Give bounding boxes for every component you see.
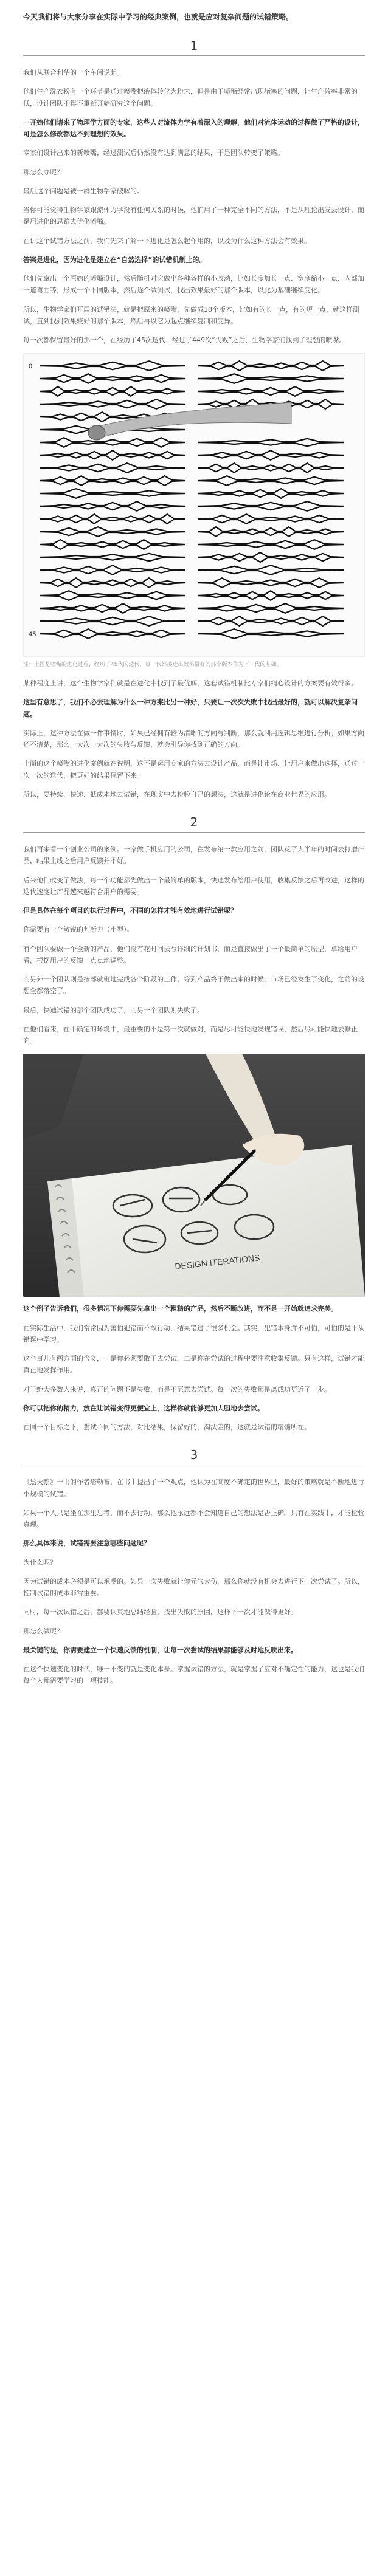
nozzle-variant — [40, 629, 185, 639]
emphasis-paragraph: 这个例子告诉我们，很多情况下你需要先拿出一个粗糙的产品，然后不断改进，而不是一开始就追求完美。 — [23, 1305, 338, 1313]
nozzle-variant — [198, 578, 344, 588]
nozzle-variant — [198, 361, 344, 371]
nozzle-variant — [198, 629, 344, 639]
nozzle-diagram — [24, 354, 364, 657]
paragraph: 每一次都保留最好的那一个，在经历了45次迭代、经过了449次“失败”之后，生物学家们找到了理想的喷嘴。 — [23, 336, 346, 344]
nozzle-variant — [198, 603, 344, 613]
nozzle-variant — [198, 552, 344, 562]
emphasis-paragraph: 你可以把你的精力，放在让试错变得更便宜上，这样你就能够更加大胆地去尝试。 — [23, 1404, 264, 1412]
nozzle-variant — [40, 386, 185, 396]
paragraph: 他们生产洗衣粉有一个环节是通过喷嘴把液体转化为粉末，但是由于喷嘴经常出现堵塞的问题，让生产效率非常的低，设计团队不得不重新开始研究这个问题。 — [23, 88, 358, 108]
paragraph: 那怎么做呢？ — [23, 1627, 63, 1635]
paragraph: 当你可能觉得生物学家跟流体力学没有任何关系的时候，他们用了一种完全不同的方法，不是从理论出发去设计，而是用进化的思路去优化喷嘴。 — [23, 206, 364, 226]
section-number: 1 — [190, 38, 198, 53]
nozzle-evolution-figure — [23, 353, 365, 657]
nozzle-variant — [40, 463, 185, 473]
section-2-marker — [23, 815, 365, 833]
paragraph: 在实际生活中，我们常常因为害怕犯错而不敢行动，结果错过了很多机会。其实，犯错本身并不可怕，可怕的是不从错误中学习。 — [23, 1324, 364, 1344]
paragraph: 所以，要持续、快速、低成本地去试错，在现实中去检验自己的想法，这就是进化论在商业世界的应用。 — [23, 790, 331, 799]
nozzle-variant — [40, 554, 185, 561]
nozzle-variant — [40, 540, 185, 549]
nozzle-variant — [40, 438, 185, 447]
divider — [23, 55, 365, 56]
sketch-lettering: DESIGN ITERATIONS — [174, 1252, 261, 1272]
paragraph: 同时，每一次试错之后，都要认真地总结经验，找出失败的原因，这样下一次才能做得更好。 — [23, 1608, 297, 1616]
nozzle-variant — [40, 565, 185, 575]
paragraph: 上面的这个喷嘴的进化案例就在说明，这不是运用专家的方法去设计产品，而是让市场、让用户来做出选择，通过一次一次的迭代，把更好的结果保留下来。 — [23, 760, 364, 780]
paragraph: 那怎么办呢？ — [23, 168, 63, 176]
paragraph: 《黑天鹅》一书的作者塔勒布，在书中提出了一个观点，他认为在高度不确定的世界里，最好的策略就是不断地进行小规模的试错。 — [23, 1478, 364, 1498]
nozzle-variant — [198, 591, 344, 600]
nozzle-variant — [40, 578, 185, 588]
nozzle-variant — [40, 616, 185, 626]
figure-caption: 注：上图是喷嘴的进化过程，经历了45代的迭代，每一代都挑选出效果最好的那个版本作为下一代的基础。 — [23, 662, 282, 668]
paragraph: 如果一个人只是坐在那里思考，而不去行动，那么他永远都不会知道自己的想法是否正确。只有在实践中，才能检验真理。 — [23, 1508, 364, 1528]
nozzle-variant — [40, 476, 185, 486]
section-3-body — [23, 1476, 365, 1686]
nozzle-variant — [40, 527, 185, 537]
nozzle-variant — [198, 565, 344, 575]
paragraph: 后来他们改变了做法，每一个功能都先做出一个最简单的版本，快速发布给用户使用，收集反馈之后再改进，这样的迭代速度让产品越来越符合用户的需要。 — [23, 876, 364, 896]
nozzle-variant — [40, 514, 185, 524]
emphasis-paragraph: 那么具体来说，试错需要注意哪些问题呢？ — [23, 1539, 150, 1548]
nozzle-variant — [198, 476, 344, 486]
first-generation-label: 0 — [29, 363, 33, 371]
paragraph: 我们再来看一个创业公司的案例。一家做手机应用的公司，在发布第一款应用之前，团队花了大半年的时间去打磨产品，结果上线之后用户反馈并不好。 — [23, 845, 364, 865]
nozzle-variant — [40, 361, 185, 371]
emphasis-paragraph: 答案是进化，因为进化是建立在“自然选择”的试错机制上的。 — [23, 255, 206, 264]
nozzle-variant — [198, 540, 344, 549]
section-1-body-continued — [23, 678, 365, 800]
section-1-marker — [23, 38, 365, 56]
sketch-photo — [23, 1054, 365, 1297]
nozzle-variant — [40, 489, 185, 498]
nozzle-variant — [40, 450, 185, 460]
paragraph: 在他们看来，在不确定的环境中，最重要的不是第一次就做对，而是尽可能快地发现错误，然后尽可能快地去修正它。 — [23, 1025, 358, 1045]
section-2-body — [23, 843, 365, 1046]
emphasis-paragraph: 一开始他们请来了物理学方面的专家，这些人对流体力学有着深入的理解，他们对流体运动的过程做了严格的设计，可是怎么修改都达不到理想的效果。 — [23, 118, 364, 138]
nozzle-variant — [198, 463, 344, 473]
section-1-body — [23, 67, 365, 346]
paragraph: 最后，快速试错的那个团队成功了，而另一个团队则失败了。 — [23, 1006, 204, 1014]
paragraph: 他们先拿出一个原始的喷嘴设计，然后随机对它做出各种各样的小改动，比如长度加长一点、宽度缩小一点、内部加一道弯曲等，形成十个不同版本，然后逐个做测试，找出效果最好的那个版本，以此为基础继续变化。 — [23, 275, 364, 295]
last-generation-label: 45 — [29, 631, 36, 639]
paragraph: 某种程度上讲，这个生物学家们就是在进化中找到了最优解，这套试错机制比专家们精心设计的方案要有效得多。 — [23, 679, 358, 687]
nozzle-variant — [198, 616, 344, 626]
nozzle-variant — [40, 374, 185, 383]
nozzle-3d-model — [88, 402, 291, 440]
divider — [23, 832, 365, 833]
nozzle-variant — [198, 501, 344, 511]
nozzle-variant — [40, 603, 185, 613]
sketching-illustration — [23, 1054, 365, 1297]
section-number: 3 — [190, 1448, 198, 1463]
paragraph: 在这个快速变化的时代，唯一不变的就是变化本身。掌握试错的方法，就是掌握了应对不确定性的能力，这也是我们每个人都需要学习的一项技能。 — [23, 1665, 364, 1685]
emphasis-paragraph: 这里有意思了，我们不必去理解为什么一种方案比另一种好，只要让一次次失败中找出最好的，就可以解决复杂问题。 — [23, 698, 358, 718]
nozzle-variant — [198, 450, 344, 460]
emphasis-paragraph: 最关键的是，你需要建立一个快速反馈的机制，让每一次尝试的结果都能够及时地反映出来。 — [23, 1646, 297, 1654]
nozzle-variant — [198, 489, 344, 498]
paragraph: 因为试错的成本必须是可以承受的。如果一次失败就让你元气大伤，那么你就没有机会去进行下一次尝试了。所以，控制试错的成本非常重要。 — [23, 1577, 364, 1597]
paragraph: 最后这个问题是被一群生物学家破解的。 — [23, 187, 144, 195]
nozzle-variant — [40, 399, 185, 409]
paragraph: 你需要有一个敏锐的判断力（小型）。 — [23, 926, 134, 934]
paragraph: 所以，生物学家们开展的试错法，就是把原来的喷嘴，先做成10个版本，比如有的长一点，有的短一点，就这样测试，直到找到效果较好的那个版本，然后再以它为起点继续复制和变异。 — [23, 305, 359, 325]
nozzle-variant — [198, 439, 344, 446]
paragraph: 为什么呢？ — [23, 1558, 57, 1567]
section-2-body-continued — [23, 1303, 365, 1433]
paragraph: 这个事儿有两方面的含义，一是你必须要敢于去尝试，二是你在尝试的过程中要注意收集反馈。只有这样，试错才能真正地发挥作用。 — [23, 1355, 364, 1375]
emphasis-paragraph: 但是具体在每个项目的执行过程中，不同的怎样才能有效地进行试错呢？ — [23, 907, 237, 915]
paragraph: 对于绝大多数人来说，真正的问题不是失败，而是不愿意去尝试。每一次的失败都是离成功更近了一步。 — [23, 1385, 331, 1393]
nozzle-variant — [198, 374, 344, 383]
nozzle-variant — [40, 501, 185, 511]
paragraph: 我们从联合利华的一个车间说起。 — [23, 69, 123, 77]
paragraph: 而另外一个团队则是按部就班地完成各个阶段的工作，等到产品终于做出来的时候，市场已经发生了变化，之前的设想全都落空了。 — [23, 975, 364, 995]
paragraph: 实际上，这种方法在做一件事情时，如果已经拥有较为清晰的方向与判断，那么就利用逻辑思维进行分析；如果方向还不清楚，那么一大次一大次的失败与反馈，就会引导你找到正确的方向。 — [23, 729, 364, 749]
paragraph: 在讲这个试错方法之前，我们先来了解一下进化是怎么起作用的，以及为什么这种方法会有效果。 — [23, 236, 311, 245]
section-3-marker — [23, 1448, 365, 1465]
nozzle-variant — [40, 591, 185, 600]
nozzle-variant — [198, 386, 344, 396]
paragraph: 在同一个目标之下，尝试不同的方法，对比结果，保留好的，淘汰差的，这就是试错的精髓所在。 — [23, 1423, 311, 1431]
paragraph: 专家们设计出来的新喷嘴，经过测试后仍然没有达到满意的结果，于是团队转变了策略。 — [23, 149, 284, 157]
section-number: 2 — [190, 815, 198, 829]
nozzle-variant — [198, 514, 344, 524]
paragraph: 有个团队要做一个全新的产品，他们没有花时间去写详细的计划书，而是直接做出了一个最简单的原型，拿给用户看，根据用户的反馈一点点地调整。 — [23, 944, 358, 964]
nozzle-variant — [198, 527, 344, 537]
intro-heading: 今天我们将与大家分享在实际中学习的经典案例，也就是应对复杂问题的试错策略。 — [23, 13, 294, 21]
